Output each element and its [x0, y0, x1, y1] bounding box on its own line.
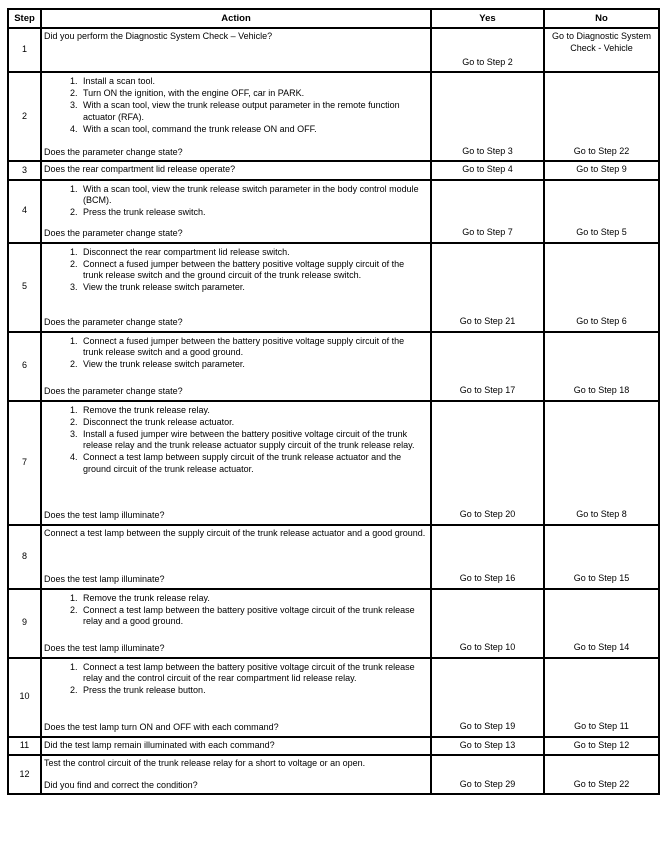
- action-cell: [41, 72, 431, 161]
- step-cell: 3: [8, 161, 41, 180]
- action-text: Does the rear compartment lid release operate?: [44, 164, 236, 174]
- action-list-item: 1. Install a scan tool.: [80, 76, 426, 88]
- column-header-action: Action: [41, 9, 431, 28]
- table-row-step-8: [8, 525, 659, 589]
- step-cell: 11: [8, 737, 41, 756]
- action-step-list: [44, 76, 426, 136]
- step-cell: 2: [8, 72, 41, 161]
- yes-cell: Go to Step 20: [431, 401, 544, 525]
- no-cell: Go to Diagnostic System Check - Vehicle: [544, 28, 659, 72]
- action-text: Did you perform the Diagnostic System Check – Vehicle?: [44, 31, 273, 41]
- action-list-item: 4. With a scan tool, command the trunk release ON and OFF.: [80, 124, 426, 136]
- yes-cell: Go to Step 13: [431, 737, 544, 756]
- action-list-item: 2. Connect a fused jumper between the battery positive voltage supply circuit of the trunk release switch and the ground circuit of the trunk release switch.: [80, 259, 426, 282]
- action-list-item: 1. Connect a fused jumper between the battery positive voltage supply circuit of the trunk release switch and a good ground.: [80, 336, 426, 359]
- table-row-step-12: [8, 755, 659, 794]
- action-question: Does the parameter change state?: [44, 228, 183, 238]
- action-cell: [41, 589, 431, 658]
- table-row-step-6: [8, 332, 659, 401]
- step-cell: 1: [8, 28, 41, 72]
- no-cell: Go to Step 11: [544, 658, 659, 737]
- action-cell: [41, 737, 431, 756]
- action-cell: [41, 180, 431, 243]
- action-question: Does the parameter change state?: [44, 386, 183, 396]
- no-cell: Go to Step 14: [544, 589, 659, 658]
- action-question: Does the parameter change state?: [44, 146, 183, 157]
- action-cell: [41, 28, 431, 72]
- action-list-item: 4. Connect a test lamp between supply circuit of the trunk release actuator and the ground circuit of the trunk release actuator.: [80, 452, 426, 475]
- action-list-item: 2. Disconnect the trunk release actuator.: [80, 417, 426, 429]
- yes-cell: Go to Step 17: [431, 332, 544, 401]
- action-step-list: [44, 593, 426, 629]
- action-list-item: 2. Press the trunk release switch.: [80, 207, 426, 219]
- step-cell: 4: [8, 180, 41, 243]
- step-cell: 12: [8, 755, 41, 794]
- table-row-step-11: [8, 737, 659, 756]
- action-step-list: [44, 247, 426, 295]
- action-step-list: [44, 405, 426, 476]
- action-question: Does the test lamp turn ON and OFF with each command?: [44, 722, 279, 732]
- no-cell: Go to Step 5: [544, 180, 659, 243]
- action-cell: [41, 658, 431, 737]
- action-list-item: 2. Turn ON the ignition, with the engine OFF, car in PARK.: [80, 88, 426, 100]
- table-row-step-4: [8, 180, 659, 243]
- action-list-item: 1. Remove the trunk release relay.: [80, 593, 426, 605]
- table-row-step-9: [8, 589, 659, 658]
- step-cell: 9: [8, 589, 41, 658]
- column-header-no: No: [544, 9, 659, 28]
- action-step-list: [44, 336, 426, 372]
- column-header-yes: Yes: [431, 9, 544, 28]
- step-cell: 6: [8, 332, 41, 401]
- table-row-step-7: [8, 401, 659, 525]
- no-cell: Go to Step 9: [544, 161, 659, 180]
- no-cell: Go to Step 15: [544, 525, 659, 589]
- action-cell: [41, 401, 431, 525]
- table-row-step-5: [8, 243, 659, 332]
- action-step-list: [44, 184, 426, 220]
- action-list-item: 3. With a scan tool, view the trunk release output parameter in the remote function actuator (RFA).: [80, 100, 426, 123]
- table-row-step-2: [8, 72, 659, 161]
- action-list-item: 1. Disconnect the rear compartment lid release switch.: [80, 247, 426, 259]
- column-header-step: Step: [8, 9, 41, 28]
- no-cell: Go to Step 8: [544, 401, 659, 525]
- action-cell: [41, 161, 431, 180]
- step-cell: 8: [8, 525, 41, 589]
- action-text: Did the test lamp remain illuminated with each command?: [44, 739, 275, 750]
- no-cell: Go to Step 18: [544, 332, 659, 401]
- yes-cell: Go to Step 4: [431, 161, 544, 180]
- action-step-list: [44, 662, 426, 698]
- yes-cell: Go to Step 3: [431, 72, 544, 161]
- action-question: Does the test lamp illuminate?: [44, 510, 165, 520]
- step-cell: 10: [8, 658, 41, 737]
- action-text: Test the control circuit of the trunk release relay for a short to voltage or an open.: [44, 758, 366, 768]
- yes-cell: Go to Step 2: [431, 28, 544, 72]
- action-list-item: 2. Connect a test lamp between the battery positive voltage circuit of the trunk release relay and a good ground.: [80, 605, 426, 628]
- no-cell: Go to Step 6: [544, 243, 659, 332]
- action-list-item: 3. View the trunk release switch parameter.: [80, 282, 426, 294]
- action-cell: [41, 755, 431, 794]
- action-question: Does the test lamp illuminate?: [44, 643, 165, 653]
- action-list-item: 2. Press the trunk release button.: [80, 685, 426, 697]
- action-cell: [41, 525, 431, 589]
- table-row-step-3: [8, 161, 659, 180]
- action-list-item: 1. Connect a test lamp between the battery positive voltage circuit of the trunk release relay and the control circuit of the rear compartment lid release relay.: [80, 662, 426, 685]
- no-cell: Go to Step 22: [544, 755, 659, 794]
- no-cell: Go to Step 22: [544, 72, 659, 161]
- yes-cell: Go to Step 7: [431, 180, 544, 243]
- action-cell: [41, 243, 431, 332]
- diagnostic-table: [7, 8, 660, 795]
- action-cell: [41, 332, 431, 401]
- step-cell: 7: [8, 401, 41, 525]
- table-row-step-1: [8, 28, 659, 72]
- action-question: Does the test lamp illuminate?: [44, 574, 165, 584]
- action-question: Does the parameter change state?: [44, 317, 183, 327]
- yes-cell: Go to Step 21: [431, 243, 544, 332]
- no-cell: Go to Step 12: [544, 737, 659, 756]
- action-text: Connect a test lamp between the supply circuit of the trunk release actuator and a good ground.: [44, 527, 426, 538]
- action-list-item: 1. With a scan tool, view the trunk release switch parameter in the body control module (BCM).: [80, 184, 426, 207]
- table-row-step-10: [8, 658, 659, 737]
- yes-cell: Go to Step 10: [431, 589, 544, 658]
- action-question: Did you find and correct the condition?: [44, 779, 198, 790]
- yes-cell: Go to Step 16: [431, 525, 544, 589]
- step-cell: 5: [8, 243, 41, 332]
- action-list-item: 3. Install a fused jumper wire between the battery positive voltage circuit of the trunk release relay and the trunk release actuator supply circuit of the trunk release relay.: [80, 429, 426, 452]
- action-list-item: 1. Remove the trunk release relay.: [80, 405, 426, 417]
- yes-cell: Go to Step 29: [431, 755, 544, 794]
- table-header-row: [8, 9, 659, 28]
- yes-cell: Go to Step 19: [431, 658, 544, 737]
- action-list-item: 2. View the trunk release switch parameter.: [80, 359, 426, 371]
